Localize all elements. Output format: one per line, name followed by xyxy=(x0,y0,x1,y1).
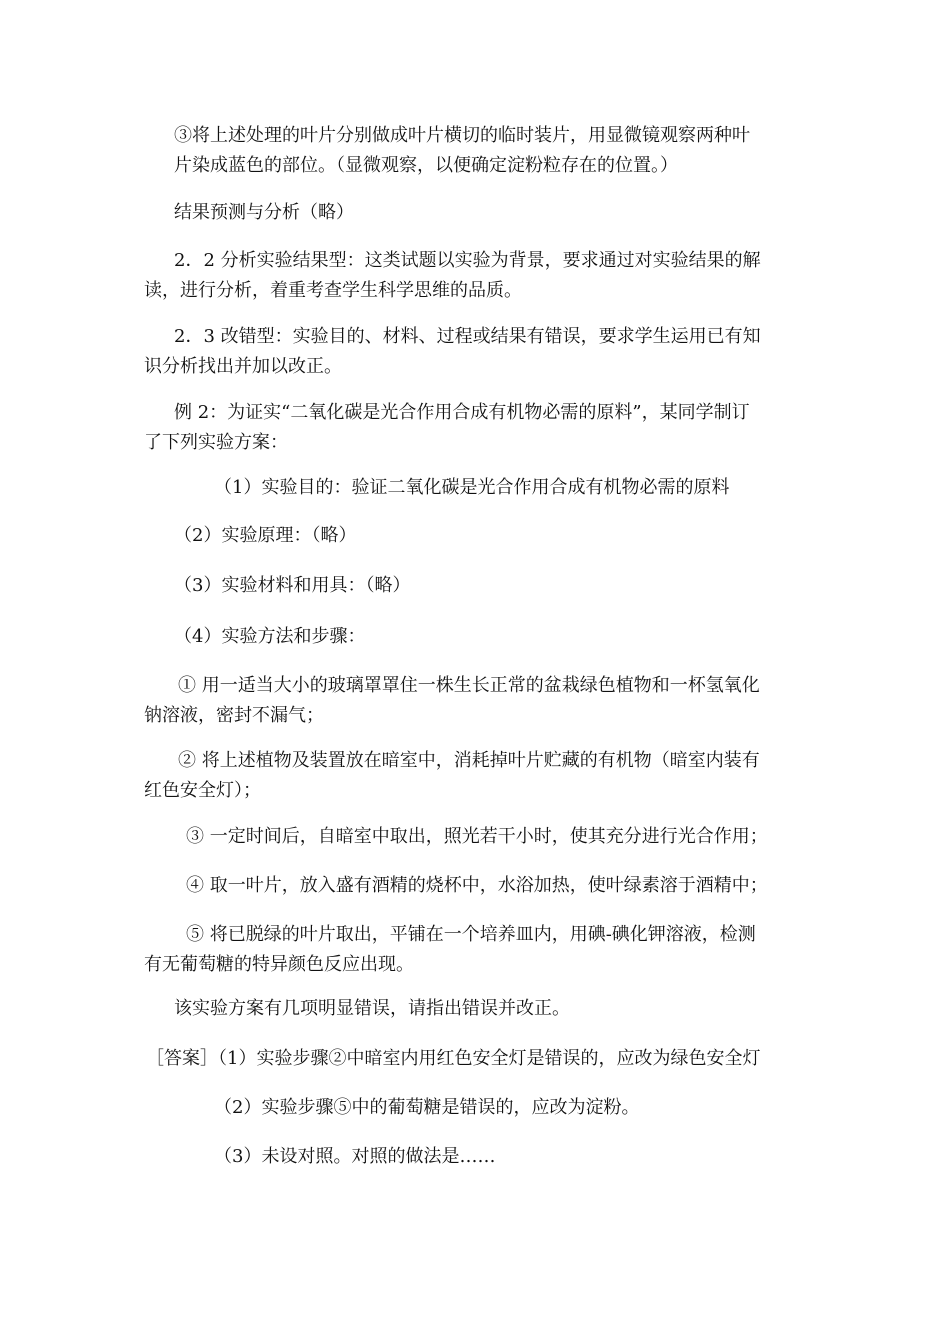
text-line: 例 2：为证实“二氧化碳是光合作用合成有机物必需的原料”，某同学制订 xyxy=(174,402,750,423)
paragraph-result-prediction xyxy=(174,198,354,228)
paragraph-answer-2 xyxy=(214,1093,639,1123)
paragraph-step-2 xyxy=(144,746,760,806)
paragraph-experiment-principle xyxy=(174,521,356,551)
text-line: （4）实验方法和步骤： xyxy=(174,626,366,647)
text-line: 了下列实验方案： xyxy=(144,432,288,453)
paragraph-experiment-materials xyxy=(174,571,410,601)
text-line: 红色安全灯）； xyxy=(144,780,261,801)
paragraph-experiment-purpose xyxy=(214,473,729,503)
paragraph-step-5 xyxy=(144,920,756,980)
text-line: 钠溶液，密封不漏气； xyxy=(144,705,324,726)
text-line: 该实验方案有几项明显错误，请指出错误并改正。 xyxy=(174,998,570,1019)
text-line: ［答案］（1）实验步骤②中暗室内用红色安全灯是错误的，应改为绿色安全灯 xyxy=(146,1048,761,1069)
text-line: ① 用一适当大小的玻璃罩罩住一株生长正常的盆栽绿色植物和一杯氢氧化 xyxy=(178,675,760,696)
text-line: （2）实验步骤⑤中的葡萄糖是错误的，应改为淀粉。 xyxy=(214,1097,640,1118)
text-line: 结果预测与分析（略） xyxy=(174,202,354,223)
paragraph-section-2-3 xyxy=(144,322,761,382)
paragraph-experiment-methods xyxy=(174,622,365,652)
text-line: 识分析找出并加以改正。 xyxy=(144,356,342,377)
text-line: 有无葡萄糖的特异颜色反应出现。 xyxy=(144,954,414,975)
text-line: ③ 一定时间后，自暗室中取出，照光若干小时，使其充分进行光合作用； xyxy=(186,826,768,847)
paragraph-answer-3 xyxy=(214,1142,495,1172)
text-line: ④ 取一叶片，放入盛有酒精的烧杯中，水浴加热，使叶绿素溶于酒精中； xyxy=(186,875,768,896)
paragraph-example-2 xyxy=(144,398,750,458)
text-line: （2）实验原理：（略） xyxy=(174,525,357,546)
paragraph-step-1 xyxy=(144,671,760,731)
paragraph-step-4 xyxy=(186,871,768,901)
text-line: 读，进行分析，着重考查学生科学思维的品质。 xyxy=(144,280,522,301)
paragraph-section-2-2 xyxy=(144,246,761,306)
text-line: 2．2 分析实验结果型：这类试题以实验为背景，要求通过对实验结果的解 xyxy=(174,250,761,271)
text-line: ③将上述处理的叶片分别做成叶片横切的临时装片，用显微镜观察两种叶 xyxy=(174,125,750,146)
text-line: （3）未设对照。对照的做法是…… xyxy=(214,1146,496,1167)
text-line: （1）实验目的：验证二氧化碳是光合作用合成有机物必需的原料 xyxy=(214,477,730,498)
text-line: 片染成蓝色的部位。（显微观察，以便确定淀粉粒存在的位置。） xyxy=(174,155,678,176)
paragraph-question xyxy=(174,994,570,1024)
text-line: ② 将上述植物及装置放在暗室中，消耗掉叶片贮藏的有机物（暗室内装有 xyxy=(178,750,760,771)
text-line: ⑤ 将已脱绿的叶片取出，平铺在一个培养皿内，用碘-碘化钾溶液，检测 xyxy=(186,924,756,945)
paragraph-step3-slide xyxy=(174,121,750,181)
paragraph-step-3 xyxy=(186,822,768,852)
text-line: 2．3 改错型：实验目的、材料、过程或结果有错误，要求学生运用已有知 xyxy=(174,326,761,347)
paragraph-answer-1 xyxy=(146,1044,760,1074)
text-line: （3）实验材料和用具：（略） xyxy=(174,575,411,596)
